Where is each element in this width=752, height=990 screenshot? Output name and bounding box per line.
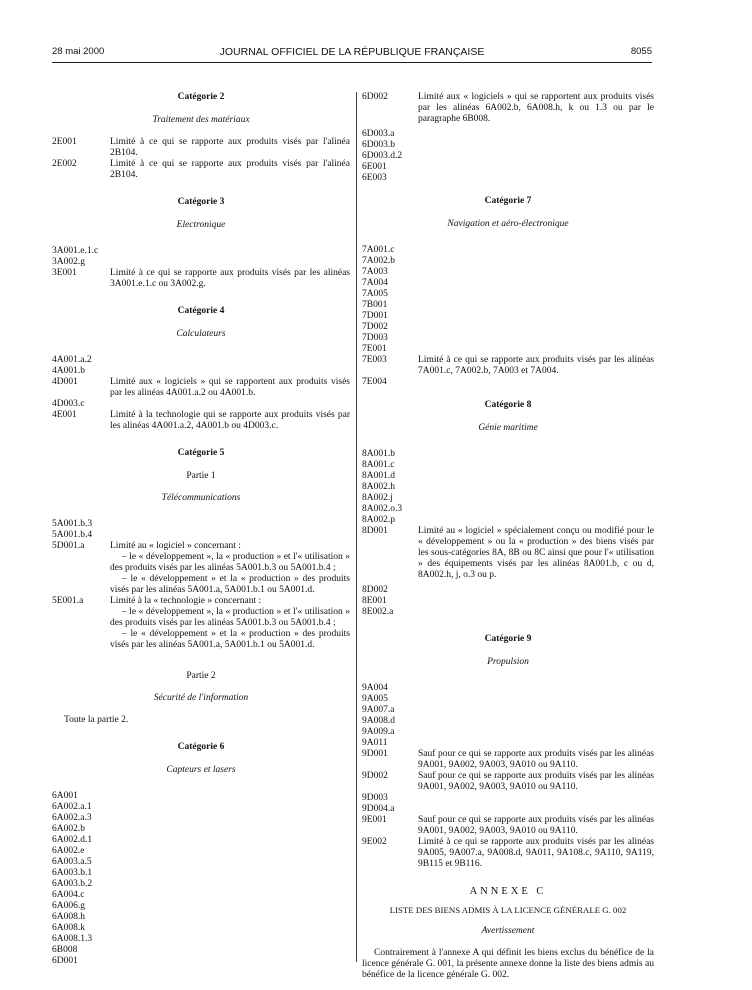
item-text: Limité à ce qui se rapporte aux produits visés par les alinéas 7A001.c, 7A002.b, 7A003 et 7A004. xyxy=(418,355,654,376)
item-code: 7A005 xyxy=(362,289,388,299)
page-number: 8055 xyxy=(630,46,652,57)
item-code: 8E002.a xyxy=(362,607,394,617)
item-text: Limité aux « logiciels » qui se rapportent aux produits visés par les alinéas 4A001.a.2 ou 4A001.b. xyxy=(110,377,350,398)
code-list xyxy=(362,585,654,618)
item-code: 8A002.p xyxy=(362,515,395,525)
item-code: 9A011 xyxy=(362,738,388,748)
part-title: Partie 1 xyxy=(186,471,216,481)
item-code: 7A004 xyxy=(362,278,388,288)
code-list xyxy=(362,793,654,815)
item-code: 6D002 xyxy=(362,92,388,102)
item-code: 9A005 xyxy=(362,694,388,704)
item-code: 9D001 xyxy=(362,749,388,759)
item-text: – le « développement » et la « production » des produits visés par les alinéas 5A001.a, 5A001.b.1 ou 5A001.d. xyxy=(110,629,350,650)
category-subtitle: Navigation et aéro-électronique xyxy=(447,219,569,229)
category-title: Catégorie 2 xyxy=(177,92,225,102)
item-code: 9E001 xyxy=(362,815,387,825)
item-code: 6B008 xyxy=(52,945,78,955)
item-code: 4A001.a.2 xyxy=(52,355,92,365)
list-item xyxy=(362,837,654,870)
item-code: 8D001 xyxy=(362,526,388,536)
warning-heading: Avertissement xyxy=(481,926,535,936)
item-code: 6A002.d.1 xyxy=(52,835,93,845)
item-code: 4E001 xyxy=(52,410,77,420)
item-code: 2E002 xyxy=(52,159,77,169)
part-title: Partie 2 xyxy=(186,671,216,681)
category-subtitle: Calculateurs xyxy=(176,329,226,339)
item-code: 6A002.a.3 xyxy=(52,813,92,823)
code-list xyxy=(52,791,350,967)
item-code: 9A008.d xyxy=(362,716,395,726)
item-code: 7E001 xyxy=(362,344,387,354)
item-code: 6A003.a.5 xyxy=(52,857,92,867)
item-code: 7E003 xyxy=(362,355,387,365)
item-text: Limité à ce qui se rapporte aux produits visés par l'alinéa 2B104. xyxy=(110,159,350,180)
header-date: 28 mai 2000 xyxy=(52,46,105,57)
item-code: 7E004 xyxy=(362,377,387,387)
item-code: 7B001 xyxy=(362,300,388,310)
item-code: 9D004.a xyxy=(362,804,395,814)
left-column xyxy=(52,92,350,967)
list-item xyxy=(52,159,350,181)
item-code: 2E001 xyxy=(52,137,77,147)
item-code: 6A003.b.2 xyxy=(52,879,93,889)
item-code: 9A009.a xyxy=(362,727,395,737)
code-list xyxy=(362,449,654,526)
item-code: 8E001 xyxy=(362,596,387,606)
item-text: Limité à ce qui se rapporte aux produits visés par l'alinéa 2B104. xyxy=(110,137,350,158)
item-text: Limité aux « logiciels » qui se rapportent aux produits visés par les alinéas 6A002.b, 6A008.h, k ou 1.3 ou par le paragraphe 6B008. xyxy=(418,92,654,124)
list-item xyxy=(362,815,654,837)
category-title: Catégorie 5 xyxy=(177,448,225,458)
list-item xyxy=(362,526,654,581)
item-code: 7D003 xyxy=(362,333,388,343)
list-item xyxy=(52,377,350,399)
item-code: 9D003 xyxy=(362,793,388,803)
category-title: Catégorie 3 xyxy=(177,197,225,207)
item-code: 6A006.g xyxy=(52,901,85,911)
item-code: 6A004.c xyxy=(52,890,85,900)
list-item xyxy=(52,596,350,651)
item-code: 6A008.1.3 xyxy=(52,934,93,944)
item-code: 9D002 xyxy=(362,771,388,781)
item-code: 8A001.d xyxy=(362,471,395,481)
list-item xyxy=(362,355,654,377)
list-item xyxy=(362,771,654,793)
item-code: 8A002.o.3 xyxy=(362,504,403,514)
item-code: 6A001 xyxy=(52,791,78,801)
item-code: 6D001 xyxy=(52,956,78,966)
item-text: Limité à ce qui se rapporte aux produits visés par les alinéas 3A001.e.1.c ou 3A002.g. xyxy=(110,268,350,289)
item-code: 8A002.j xyxy=(362,493,393,503)
header-rule xyxy=(52,62,652,63)
part-subtitle: Sécurité de l'information xyxy=(153,693,249,703)
item-code: 5A001.b.3 xyxy=(52,519,93,529)
category-subtitle: Capteurs et lasers xyxy=(166,765,236,775)
item-code: 8A001.c xyxy=(362,460,395,470)
item-code: 7A002.b xyxy=(362,256,395,266)
item-text: Toute la partie 2. xyxy=(64,715,129,725)
list-item xyxy=(362,749,654,771)
item-code: 3A001.e.1.c xyxy=(52,246,99,256)
item-code: 8D002 xyxy=(362,585,388,595)
item-code: 7A001.c xyxy=(362,245,395,255)
item-text: – le « développement », la « production » et l'« utilisation » des produits visés par les alinéas 5A001.b.3 ou 5A001.b.4 ; xyxy=(110,607,350,628)
list-item xyxy=(52,137,350,159)
list-item xyxy=(52,410,350,432)
list-item xyxy=(362,92,654,125)
category-title: Catégorie 9 xyxy=(484,634,532,644)
item-code: 4D003.c xyxy=(52,399,85,409)
item-code: 4A001.b xyxy=(52,366,85,376)
item-code: 6E001 xyxy=(362,162,387,172)
item-text: Limité au « logiciel » concernant : xyxy=(110,541,241,551)
item-code: 6A002.a.1 xyxy=(52,802,92,812)
annex-title: ANNEXE C xyxy=(469,886,547,897)
item-text: Sauf pour ce qui se rapporte aux produits visés par les alinéas 9A001, 9A002, 9A003, 9A010 ou 9A110. xyxy=(418,771,654,792)
item-code: 9E002 xyxy=(362,837,387,847)
category-subtitle: Traitement des matériaux xyxy=(152,115,250,125)
annex-subtitle: LISTE DES BIENS ADMIS À LA LICENCE GÉNÉRALE G. 002 xyxy=(389,905,627,915)
item-text: Limité à la technologie qui se rapporte aux produits visés par les alinéas 4A001.a.2, 4A001.b ou 4D003.c. xyxy=(110,410,350,431)
item-text: – le « développement », la « production » et l'« utilisation » des produits visés par les alinéas 5A001.b.3 ou 5A001.b.4 ; xyxy=(110,552,350,573)
list-item xyxy=(52,541,350,596)
item-code: 7D001 xyxy=(362,311,388,321)
category-subtitle: Electronique xyxy=(176,220,226,230)
item-text: Sauf pour ce qui se rapporte aux produits visés par les alinéas 9A001, 9A002, 9A003, 9A010 ou 9A110. xyxy=(418,815,654,836)
item-code: 4D001 xyxy=(52,377,78,387)
part-subtitle: Télécommunications xyxy=(161,493,241,503)
item-code: 6A008.k xyxy=(52,923,85,933)
item-text: Limité au « logiciel » spécialement conçu ou modifié pour le « développement » ou la « production » des biens visés par les sous-catégories 8A, 8B ou 8C ainsi que pour l'« utilisation » des équipements visés par les alinéas 8A001.b, c ou d, 8A002.h, j, o.3 ou p. xyxy=(418,526,654,580)
item-code: 6A002.e xyxy=(52,846,85,856)
item-code: 6A002.b xyxy=(52,824,85,834)
list-item xyxy=(52,268,350,290)
item-code: 8A001.b xyxy=(362,449,395,459)
category-subtitle: Propulsion xyxy=(487,657,529,667)
annex-paragraph: Contrairement à l'annexe A qui définit les biens exclus du bénéfice de la licence générale G. 001, la présente annexe donne la liste des biens admis au bénéfice de la licence générale G. 002. xyxy=(362,948,654,980)
category-subtitle: Génie maritime xyxy=(478,423,538,433)
item-code: 8A002.h xyxy=(362,482,395,492)
item-code: 7D002 xyxy=(362,322,388,332)
item-text: – le « développement » et la « production » des produits visés par les alinéas 5A001.a, 5A001.b.1 ou 5A001.d. xyxy=(110,574,350,595)
category-title: Catégorie 8 xyxy=(484,400,532,410)
category-title: Catégorie 4 xyxy=(177,306,225,316)
item-code: 6A003.b.1 xyxy=(52,868,93,878)
code-list xyxy=(362,129,654,184)
code-list xyxy=(362,683,654,749)
item-text: Limité à ce qui se rapporte aux produits visés par les alinéas 9A005, 9A007.a, 9A008.d, 9A011, 9A108.c, 9A110, 9A119, 9B115 et 9B116. xyxy=(418,837,654,869)
item-code: 7A003 xyxy=(362,267,388,277)
item-code: 3A002.g xyxy=(52,257,85,267)
item-text: Sauf pour ce qui se rapporte aux produits visés par les alinéas 9A001, 9A002, 9A003, 9A010 ou 9A110. xyxy=(418,749,654,770)
item-code: 6E003 xyxy=(362,173,387,183)
category-title: Catégorie 7 xyxy=(484,196,532,206)
item-code: 5E001.a xyxy=(52,596,84,606)
item-code: 9A007.a xyxy=(362,705,395,715)
category-title: Catégorie 6 xyxy=(177,742,225,752)
item-code: 6D003.d.2 xyxy=(362,151,403,161)
item-code: 6D003.b xyxy=(362,140,395,150)
item-code: 3E001 xyxy=(52,268,77,278)
item-text: Limité à la « technologie » concernant : xyxy=(110,596,262,606)
item-code: 5D001.a xyxy=(52,541,85,551)
journal-title: JOURNAL OFFICIEL DE LA RÉPUBLIQUE FRANÇAISE xyxy=(219,46,485,58)
right-column xyxy=(362,92,654,981)
item-code: 6D003.a xyxy=(362,129,395,139)
item-code: 5A001.b.4 xyxy=(52,530,93,540)
column-divider xyxy=(356,92,357,962)
item-code: 6A008.h xyxy=(52,912,85,922)
page-header xyxy=(52,46,652,60)
item-code: 9A004 xyxy=(362,683,388,693)
code-list xyxy=(362,245,654,355)
